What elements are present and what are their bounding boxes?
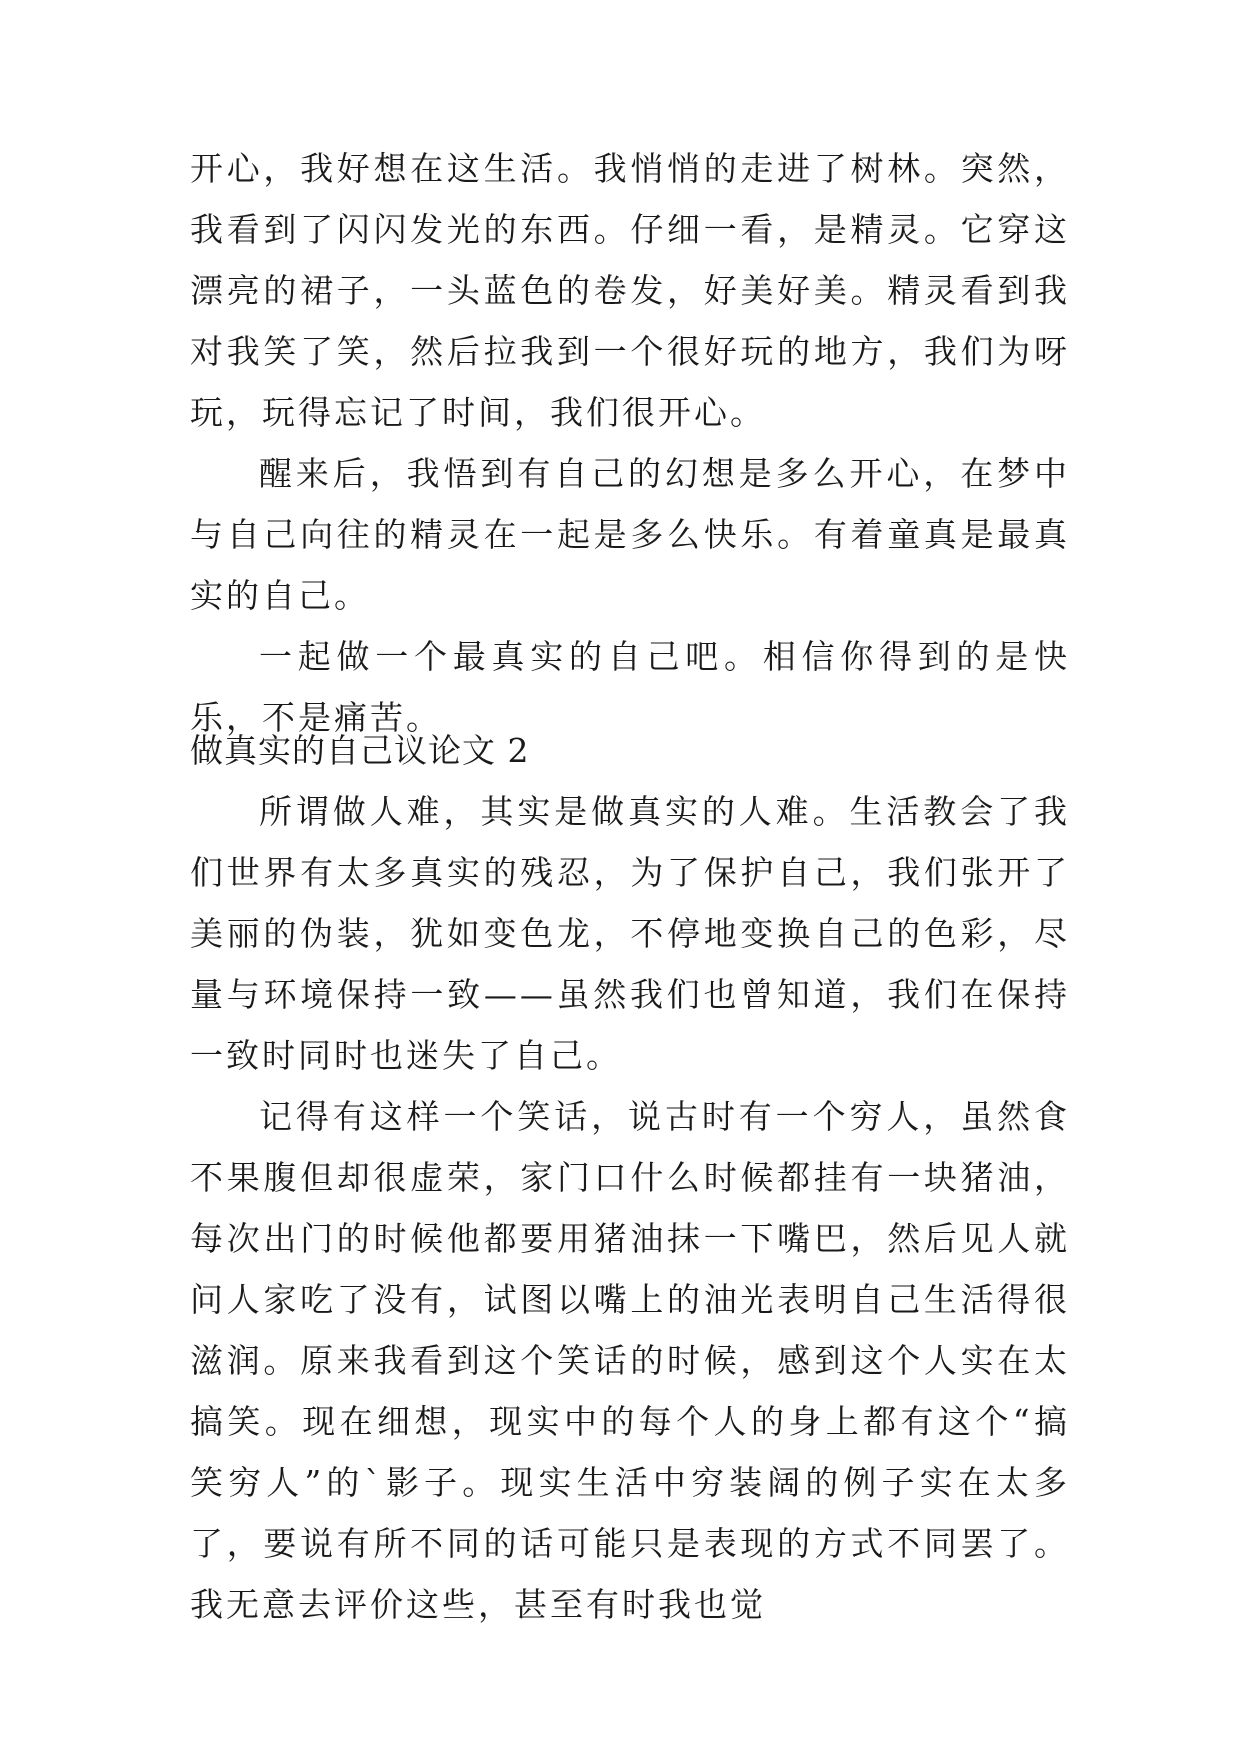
essay-section-2 <box>190 720 1070 1635</box>
paragraph-poor-man-joke: 记得有这样一个笑话，说古时有一个穷人，虽然食不果腹但却很虚荣，家门口什么时候都挂有一块猪油，每次出门的时候他都要用猪油抹一下嘴巴，然后见人就问人家吃了没有，试图以嘴上的油光表明自己生活得很滋润。原来我看到这个笑话的时候，感到这个人实在太搞笑。现在细想，现实中的每个人的身上都有这个“搞笑穷人”的`影子。现实生活中穷装阔的例子实在太多了，要说有所不同的话可能只是表现的方式不同罢了。我无意去评价这些，甚至有时我也觉 <box>190 1097 1070 1624</box>
paragraph-being-real-is-hard: 所谓做人难，其实是做真实的人难。生活教会了我们世界有太多真实的残忍，为了保护自己，我们张开了美丽的伪装，犹如变色龙，不停地变换自己的色彩，尽量与环境保持一致——虽然我们也曾知道，我们在保持一致时同时也迷失了自己。 <box>190 792 1070 1075</box>
paragraph-waking-reflection: 醒来后，我悟到有自己的幻想是多么开心，在梦中与自己向往的精灵在一起是多么快乐。有着童真是最真实的自己。 <box>190 454 1070 615</box>
essay-title: 做真实的自己议论文 2 <box>190 731 530 770</box>
paragraph-dream-forest: 开心，我好想在这生活。我悄悄的走进了树林。突然，我看到了闪闪发光的东西。仔细一看，是精灵。它穿这漂亮的裙子，一头蓝色的卷发，好美好美。精灵看到我对我笑了笑，然后拉我到一个很好玩的地方，我们为呀玩，玩得忘记了时间，我们很开心。 <box>190 149 1070 432</box>
paragraph-closing-call: 一起做一个最真实的自己吧。相信你得到的是快乐，不是痛苦。 <box>190 637 1070 737</box>
essay-continuation <box>190 138 1070 748</box>
